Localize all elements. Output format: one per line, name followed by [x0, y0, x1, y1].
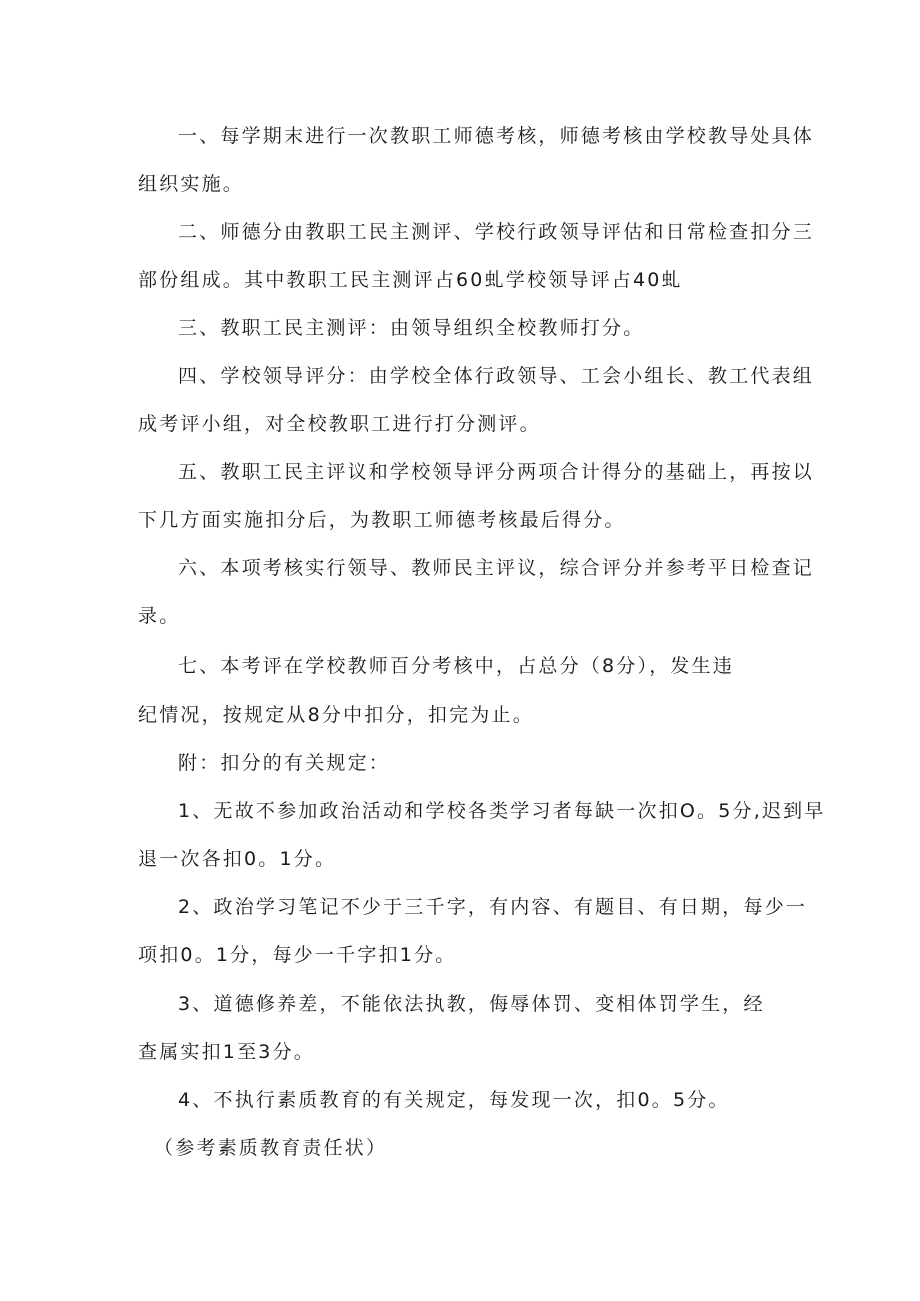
paragraph-4-line-1: 四、学校领导评分：由学校全体行政领导、工会小组长、教工代表组 — [178, 365, 815, 387]
paragraph-5-line-2: 下几方面实施扣分后，为教职工师德考核最后得分。 — [138, 509, 626, 531]
paragraph-5-line-1: 五、教职工民主评议和学校领导评分两项合计得分的基础上，再按以 — [178, 461, 815, 483]
appendix-heading: 附：扣分的有关规定： — [178, 752, 391, 774]
rule-4: 4、不执行素质教育的有关规定，每发现一次，扣0。5分。 — [178, 1089, 730, 1111]
paragraph-2-line-1: 二、师德分由教职工民主测评、学校行政领导评估和日常检查扣分三 — [178, 221, 815, 243]
rule-4-note: （参考素质教育责任状） — [154, 1137, 388, 1159]
rule-1-line-1: 1、无故不参加政治活动和学校各类学习者每缺一次扣O。5分,迟到早 — [178, 800, 826, 822]
paragraph-1-line-2: 组织实施。 — [138, 173, 245, 195]
rule-1-line-2: 退一次各扣0。1分。 — [138, 848, 337, 870]
rule-3-line-1: 3、道德修养差，不能依法执教，侮辱体罚、变相体罚学生，经 — [178, 993, 765, 1015]
paragraph-7-line-1: 七、本考评在学校教师百分考核中，占总分（8分），发生违 — [178, 655, 734, 677]
paragraph-1-line-1: 一、每学期末进行一次教职工师德考核，师德考核由学校教导处具体 — [178, 125, 815, 147]
paragraph-7-line-2: 纪情况，按规定从8分中扣分，扣完为止。 — [138, 704, 534, 726]
paragraph-6-line-1: 六、本项考核实行领导、教师民主评议，综合评分并参考平日检查记 — [178, 557, 815, 579]
rule-2-line-1: 2、政治学习笔记不少于三千字，有内容、有题目、有日期，每少一 — [178, 896, 808, 918]
paragraph-6-line-2: 录。 — [138, 605, 181, 627]
paragraph-4-line-2: 成考评小组，对全校教职工进行打分测评。 — [138, 413, 541, 435]
paragraph-3: 三、教职工民主测评：由领导组织全校教师打分。 — [178, 317, 645, 339]
rule-2-line-2: 项扣0。1分，每少一千字扣1分。 — [138, 944, 457, 966]
rule-3-line-2: 查属实扣1至3分。 — [138, 1041, 315, 1063]
paragraph-2-line-2: 部份组成。其中教职工民主测评占60虬学校领导评占40虬 — [138, 269, 683, 291]
